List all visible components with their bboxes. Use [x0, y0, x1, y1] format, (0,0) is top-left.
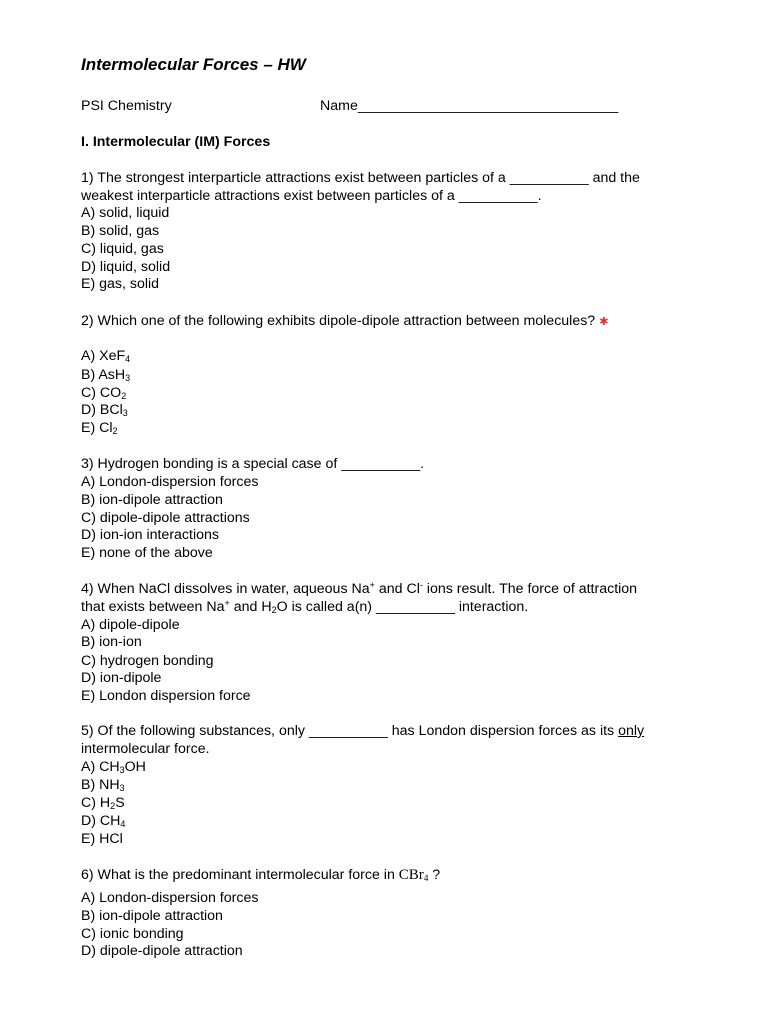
choice-text: B) NH: [81, 777, 120, 793]
answer-choice: [81, 366, 130, 384]
answer-choice: D) ion-ion interactions: [81, 527, 219, 543]
text-run: O is called a(n) __________ interaction.: [276, 599, 529, 615]
answer-choice: B) ion-dipole attraction: [81, 492, 223, 508]
answer-choice: D) liquid, solid: [81, 259, 171, 275]
answer-choice: A) dipole-dipole: [81, 617, 180, 633]
superscript: -: [419, 580, 423, 590]
answer-choice: E) none of the above: [81, 545, 213, 561]
answer-choice: [81, 794, 125, 812]
subscript: 4: [423, 873, 429, 883]
choice-text: C) CO: [81, 385, 122, 401]
question-text: [81, 598, 528, 616]
asterisk-icon: ✱: [599, 316, 609, 328]
text-run: and H: [229, 599, 272, 615]
text-run: 6) What is the predominant intermolecular force in: [81, 867, 399, 883]
subscript: 4: [125, 354, 131, 364]
subscript: 2: [110, 801, 116, 811]
subscript: 2: [121, 391, 127, 401]
superscript: +: [224, 598, 230, 608]
choice-text: OH: [124, 759, 146, 775]
answer-choice: B) ion-dipole attraction: [81, 908, 223, 924]
choice-text: E) Cl: [81, 420, 113, 436]
question-text: [81, 312, 608, 331]
question-text: [81, 722, 644, 740]
section-heading: I. Intermolecular (IM) Forces: [81, 134, 271, 150]
superscript: +: [369, 580, 375, 590]
answer-choice: [81, 812, 125, 830]
question-text: weakest interparticle attractions exist between particles of a __________.: [81, 188, 542, 204]
answer-choice: A) solid, liquid: [81, 205, 170, 221]
subscript: 4: [120, 819, 126, 829]
question-text: [81, 580, 637, 598]
answer-choice: [81, 776, 125, 794]
page-title: Intermolecular Forces – HW: [81, 55, 306, 74]
question-text-label: 2) Which one of the following exhibits dipole-dipole attraction between molecules?: [81, 313, 596, 329]
subscript: 3: [125, 373, 131, 383]
answer-choice: C) ionic bonding: [81, 926, 184, 942]
answer-choice: A) London-dispersion forces: [81, 474, 259, 490]
text-run: ions result. The force of attraction: [422, 581, 638, 597]
subscript: 3: [122, 408, 128, 418]
answer-choice: E) gas, solid: [81, 276, 160, 292]
choice-text: B) AsH: [81, 367, 126, 383]
answer-choice: D) ion-dipole: [81, 670, 162, 686]
answer-choice: [81, 384, 126, 402]
answer-choice: E) London dispersion force: [81, 688, 251, 704]
choice-text: C) H: [81, 795, 111, 811]
answer-choice: C) hydrogen bonding: [81, 653, 214, 669]
subscript: 3: [119, 783, 125, 793]
text-run: and Cl: [374, 581, 420, 597]
answer-choice: [81, 347, 130, 365]
answer-choice: C) dipole-dipole attractions: [81, 510, 250, 526]
subscript: 2: [112, 426, 118, 436]
answer-choice: [81, 401, 128, 419]
question-text: [81, 866, 440, 884]
subscript: 2: [271, 605, 277, 615]
choice-text: A) XeF: [81, 348, 126, 364]
choice-text: D) CH: [81, 813, 121, 829]
text-run: 5) Of the following substances, only __________ has London dispersion forces as its: [81, 723, 619, 739]
answer-choice: B) solid, gas: [81, 223, 160, 239]
name-field: Name_________________________________: [320, 98, 619, 114]
answer-choice: [81, 758, 146, 776]
answer-choice: E) HCl: [81, 831, 123, 847]
choice-text: D) BCl: [81, 402, 123, 418]
chemical-formula: CBr: [398, 867, 424, 883]
question-text: 3) Hydrogen bonding is a special case of __________.: [81, 456, 425, 472]
choice-text: S: [115, 795, 125, 811]
text-run: ?: [428, 867, 441, 883]
underlined-text: only: [618, 723, 645, 739]
course-label: PSI Chemistry: [81, 98, 172, 114]
answer-choice: A) London-dispersion forces: [81, 890, 259, 906]
subscript: 3: [119, 765, 125, 775]
answer-choice: [81, 419, 118, 437]
answer-choice: D) dipole-dipole attraction: [81, 943, 243, 959]
question-text: 1) The strongest interparticle attractions exist between particles of a __________ and the: [81, 170, 640, 186]
answer-choice: B) ion-ion: [81, 634, 142, 650]
choice-text: A) CH: [81, 759, 120, 775]
answer-choice: C) liquid, gas: [81, 241, 164, 257]
text-run: that exists between Na: [81, 599, 225, 615]
question-text: intermolecular force.: [81, 741, 210, 757]
text-run: 4) When NaCl dissolves in water, aqueous Na: [81, 581, 370, 597]
